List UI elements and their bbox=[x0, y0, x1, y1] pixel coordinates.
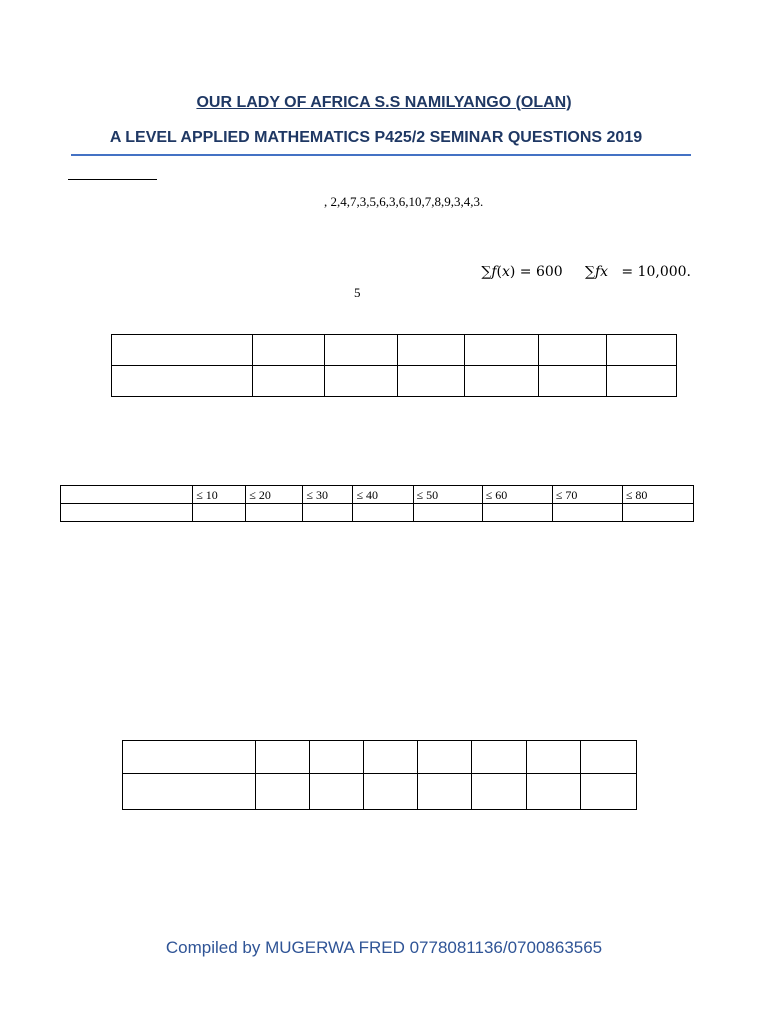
summation-values bbox=[481, 264, 691, 280]
table-cell bbox=[246, 504, 303, 522]
frequency-table-1 bbox=[111, 334, 677, 397]
table-cell bbox=[527, 741, 581, 774]
table-cell bbox=[581, 774, 637, 810]
footer-credit: Compiled by MUGERWA FRED 0778081136/0700863565 bbox=[165, 938, 603, 957]
table-cell bbox=[606, 335, 676, 366]
school-title: OUR LADY OF AFRICA S.S NAMILYANGO (OLAN) bbox=[196, 94, 572, 111]
table-cell bbox=[538, 335, 606, 366]
table-header-cell: ≤ 80 bbox=[622, 486, 693, 504]
table-row bbox=[61, 504, 694, 522]
table-row bbox=[123, 774, 637, 810]
table-cell bbox=[253, 335, 325, 366]
table-header-cell: ≤ 50 bbox=[413, 486, 482, 504]
table-cell bbox=[256, 741, 310, 774]
table-cell bbox=[552, 504, 622, 522]
table-cell bbox=[112, 366, 253, 397]
sum-f-of-x: ∑𝑓(𝑥) = 600 bbox=[481, 264, 563, 280]
table-header-cell: ≤ 20 bbox=[246, 486, 303, 504]
table-cell bbox=[193, 504, 246, 522]
frequency-table-2 bbox=[122, 740, 637, 810]
table-cell bbox=[472, 774, 527, 810]
table-cell bbox=[364, 774, 418, 810]
table-cell bbox=[418, 741, 472, 774]
table-cell bbox=[397, 335, 464, 366]
table-cell bbox=[606, 366, 676, 397]
table-cell bbox=[61, 504, 193, 522]
table-cell bbox=[112, 335, 253, 366]
table-cell bbox=[123, 774, 256, 810]
table-cell bbox=[464, 335, 538, 366]
header-divider bbox=[71, 154, 691, 156]
table-cell bbox=[256, 774, 310, 810]
sum-fx: ∑𝑓𝑥 = 10,000. bbox=[584, 264, 691, 280]
table-header-cell: ≤ 60 bbox=[482, 486, 552, 504]
table-row bbox=[123, 741, 637, 774]
table-cell bbox=[413, 504, 482, 522]
data-sequence: , 2,4,7,3,5,6,3,6,10,7,8,9,3,4,3. bbox=[324, 194, 484, 209]
table-cell bbox=[418, 774, 472, 810]
exam-title: A LEVEL APPLIED MATHEMATICS P425/2 SEMINAR QUESTIONS 2019 bbox=[109, 129, 643, 146]
table-header-row bbox=[61, 486, 694, 504]
table-cell bbox=[364, 741, 418, 774]
table-header-cell: ≤ 10 bbox=[193, 486, 246, 504]
table-header-cell bbox=[61, 486, 193, 504]
table-row bbox=[112, 366, 677, 397]
table-header-cell: ≤ 70 bbox=[552, 486, 622, 504]
table-cell bbox=[538, 366, 606, 397]
table-cell bbox=[325, 335, 397, 366]
table-cell bbox=[622, 504, 693, 522]
table-cell bbox=[472, 741, 527, 774]
table-cell bbox=[464, 366, 538, 397]
table-header-cell: ≤ 40 bbox=[353, 486, 413, 504]
table-cell bbox=[303, 504, 353, 522]
table-cell bbox=[325, 366, 397, 397]
table-cell bbox=[482, 504, 552, 522]
table-header-cell: ≤ 30 bbox=[303, 486, 353, 504]
cumulative-frequency-table bbox=[60, 485, 694, 522]
table-cell bbox=[353, 504, 413, 522]
table-cell bbox=[581, 741, 637, 774]
question-number: 5 bbox=[354, 285, 361, 300]
table-cell bbox=[253, 366, 325, 397]
table-cell bbox=[310, 741, 364, 774]
table-cell bbox=[310, 774, 364, 810]
table-cell bbox=[397, 366, 464, 397]
table-cell bbox=[527, 774, 581, 810]
section-underline bbox=[68, 179, 157, 180]
table-row bbox=[112, 335, 677, 366]
table-cell bbox=[123, 741, 256, 774]
